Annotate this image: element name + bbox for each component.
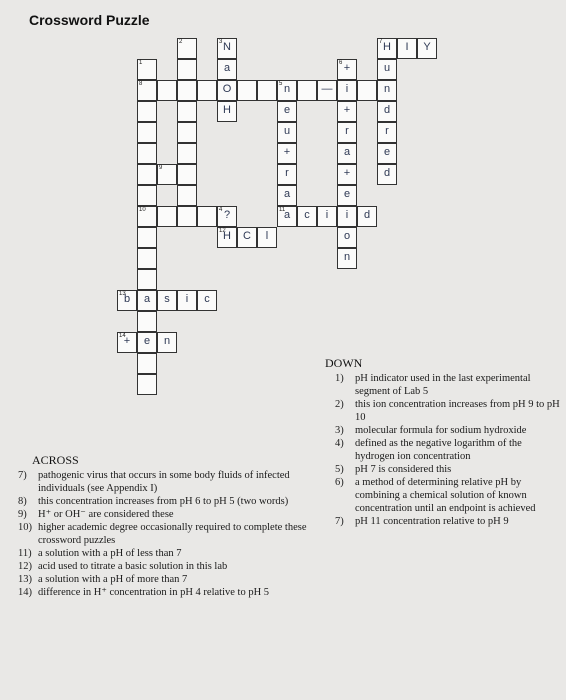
- cell-letter: u: [283, 125, 291, 137]
- cell-letter: +: [123, 335, 131, 347]
- down-clue: [335, 398, 563, 424]
- crossword-cell[interactable]: [377, 80, 397, 101]
- crossword-cell[interactable]: [217, 227, 237, 248]
- cell-letter: i: [345, 209, 349, 221]
- clue-number: 5): [335, 464, 344, 475]
- crossword-cell[interactable]: [157, 332, 177, 353]
- crossword-cell[interactable]: [277, 206, 297, 227]
- crossword-cell[interactable]: [277, 122, 297, 143]
- crossword-cell[interactable]: [217, 206, 237, 227]
- down-clue: [335, 437, 563, 463]
- clue-number: 8): [18, 496, 27, 507]
- cell-letter: +: [343, 104, 351, 116]
- crossword-cell[interactable]: [377, 101, 397, 122]
- crossword-cell[interactable]: [177, 206, 197, 227]
- crossword-cell[interactable]: [337, 143, 357, 164]
- clue-text: higher academic degree occasionally required to complete these crossword puzzles: [38, 522, 307, 546]
- crossword-cell[interactable]: [137, 332, 157, 353]
- cell-number: 11: [279, 207, 286, 213]
- crossword-cell[interactable]: [317, 80, 337, 101]
- crossword-cell[interactable]: [377, 59, 397, 80]
- clue-number: 6): [335, 477, 344, 488]
- across-clue: [18, 547, 308, 560]
- cell-letter: —: [321, 83, 333, 95]
- crossword-cell[interactable]: [137, 269, 157, 290]
- crossword-cell[interactable]: [197, 290, 217, 311]
- cell-letter: a: [143, 293, 151, 305]
- cell-letter: e: [343, 188, 351, 200]
- cell-number: 13: [119, 291, 126, 297]
- cell-number: 6: [339, 60, 343, 66]
- clue-text: a solution with a pH of less than 7: [38, 548, 182, 559]
- crossword-cell[interactable]: [337, 206, 357, 227]
- cell-letter: d: [383, 104, 391, 116]
- clue-number: 14): [18, 587, 32, 598]
- crossword-cell[interactable]: [137, 101, 157, 122]
- cell-letter: C: [243, 230, 251, 242]
- cell-letter: i: [185, 293, 189, 305]
- crossword-cell[interactable]: [137, 80, 157, 101]
- cell-letter: +: [343, 167, 351, 179]
- across-clue: [18, 586, 308, 599]
- cell-letter: b: [123, 293, 131, 305]
- crossword-cell[interactable]: [337, 185, 357, 206]
- clue-number: 13): [18, 574, 32, 585]
- crossword-cell[interactable]: [117, 332, 137, 353]
- cell-letter: o: [343, 230, 351, 242]
- clue-number: 1): [335, 373, 344, 384]
- across-clue: [18, 521, 308, 547]
- clue-number: 10): [18, 522, 32, 533]
- crossword-cell[interactable]: [337, 227, 357, 248]
- page-title: Crossword Puzzle: [29, 12, 150, 28]
- cell-letter: H: [383, 41, 391, 53]
- across-clue: [18, 495, 308, 508]
- clue-number: 9): [18, 509, 27, 520]
- clue-text: this ion concentration increases from pH 9 to pH 10: [355, 399, 560, 423]
- crossword-cell[interactable]: [257, 80, 277, 101]
- crossword-cell[interactable]: [137, 353, 157, 374]
- cell-letter: e: [143, 335, 151, 347]
- across-clue: [18, 573, 308, 586]
- down-heading: DOWN: [325, 356, 363, 370]
- cell-number: 9: [159, 165, 163, 171]
- clue-number: 11): [18, 548, 32, 559]
- crossword-cell[interactable]: [277, 143, 297, 164]
- cell-letter: n: [283, 83, 291, 95]
- crossword-cell[interactable]: [357, 206, 377, 227]
- cell-number: 14: [119, 333, 126, 339]
- crossword-cell[interactable]: [337, 101, 357, 122]
- cell-letter: ?: [223, 209, 231, 221]
- crossword-cell[interactable]: [317, 206, 337, 227]
- cell-letter: I: [405, 41, 409, 53]
- cell-letter: i: [345, 83, 349, 95]
- cell-letter: N: [223, 41, 231, 53]
- crossword-cell[interactable]: [157, 164, 177, 185]
- crossword-cell[interactable]: [337, 164, 357, 185]
- crossword-cell[interactable]: [397, 38, 417, 59]
- crossword-cell[interactable]: [237, 80, 257, 101]
- clue-text: H⁺ or OH⁻ are considered these: [38, 509, 174, 520]
- clue-text: pH indicator used in the last experimental segment of Lab 5: [355, 373, 531, 397]
- crossword-cell[interactable]: [417, 38, 437, 59]
- cell-letter: l: [265, 230, 269, 242]
- down-clue-list: [335, 372, 563, 528]
- clue-text: acid used to titrate a basic solution in this lab: [38, 561, 228, 572]
- crossword-cell[interactable]: [177, 164, 197, 185]
- cell-letter: +: [283, 146, 291, 158]
- crossword-cell[interactable]: [137, 206, 157, 227]
- cell-number: 2: [179, 39, 183, 45]
- clue-number: 7): [18, 470, 27, 481]
- crossword-cell[interactable]: [377, 143, 397, 164]
- crossword-cell[interactable]: [377, 164, 397, 185]
- down-clue: [335, 424, 563, 437]
- down-clue: [335, 463, 563, 476]
- cell-letter: a: [343, 146, 351, 158]
- clue-text: a solution with a pH of more than 7: [38, 574, 188, 585]
- cell-letter: H: [223, 104, 231, 116]
- crossword-cell[interactable]: [157, 80, 177, 101]
- crossword-cell[interactable]: [217, 101, 237, 122]
- crossword-cell[interactable]: [277, 164, 297, 185]
- crossword-cell[interactable]: [177, 185, 197, 206]
- crossword-cell[interactable]: [177, 38, 197, 59]
- cell-letter: u: [383, 62, 391, 74]
- cell-letter: d: [363, 209, 371, 221]
- crossword-cell[interactable]: [137, 122, 157, 143]
- cell-letter: n: [163, 335, 171, 347]
- down-clue: [335, 515, 563, 528]
- cell-letter: c: [204, 293, 210, 305]
- crossword-cell[interactable]: [157, 206, 177, 227]
- crossword-cell[interactable]: [357, 80, 377, 101]
- crossword-cell[interactable]: [237, 227, 257, 248]
- clue-text: pH 11 concentration relative to pH 9: [355, 516, 509, 527]
- crossword-cell[interactable]: [117, 290, 137, 311]
- across-clue: [18, 560, 308, 573]
- across-clue-list: [18, 469, 308, 599]
- clue-number: 4): [335, 438, 344, 449]
- crossword-cell[interactable]: [337, 248, 357, 269]
- crossword-cell[interactable]: [177, 80, 197, 101]
- down-clue: [335, 372, 563, 398]
- clue-number: 7): [335, 516, 344, 527]
- crossword-cell[interactable]: [137, 374, 157, 395]
- clue-number: 2): [335, 399, 344, 410]
- crossword-cell[interactable]: [217, 38, 237, 59]
- crossword-cell[interactable]: [137, 311, 157, 332]
- crossword-cell[interactable]: [257, 227, 277, 248]
- cell-letter: a: [283, 188, 291, 200]
- across-clue: [18, 508, 308, 521]
- crossword-cell[interactable]: [137, 248, 157, 269]
- crossword-cell[interactable]: [217, 80, 237, 101]
- clue-text: pathogenic virus that occurs in some body fluids of infected individuals (see Appendix I): [38, 470, 290, 494]
- cell-letter: r: [345, 125, 349, 137]
- crossword-cell[interactable]: [337, 122, 357, 143]
- cell-number: 1: [139, 60, 143, 66]
- cell-letter: c: [304, 209, 310, 221]
- crossword-cell[interactable]: [197, 80, 217, 101]
- across-heading: ACROSS: [32, 453, 79, 467]
- crossword-cell[interactable]: [277, 80, 297, 101]
- clue-text: difference in H⁺ concentration in pH 4 relative to pH 5: [38, 587, 270, 598]
- down-clue: [335, 476, 563, 515]
- crossword-cell[interactable]: [377, 38, 397, 59]
- crossword-cell[interactable]: [177, 122, 197, 143]
- cell-number: 12: [219, 228, 226, 234]
- clue-number: 3): [335, 425, 344, 436]
- crossword-cell[interactable]: [297, 80, 317, 101]
- crossword-cell[interactable]: [177, 101, 197, 122]
- cell-letter: O: [222, 83, 232, 95]
- clue-number: 12): [18, 561, 32, 572]
- crossword-cell[interactable]: [137, 143, 157, 164]
- crossword-cell[interactable]: [157, 290, 177, 311]
- crossword-cell[interactable]: [277, 101, 297, 122]
- cell-number: 8: [139, 81, 143, 87]
- cell-letter: r: [285, 167, 289, 179]
- crossword-cell[interactable]: [177, 143, 197, 164]
- crossword-cell[interactable]: [377, 122, 397, 143]
- cell-letter: Y: [423, 41, 431, 53]
- clue-text: this concentration increases from pH 6 to pH 5 (two words): [38, 496, 289, 507]
- cell-letter: r: [385, 125, 389, 137]
- cell-letter: e: [283, 104, 291, 116]
- cell-letter: a: [223, 62, 231, 74]
- crossword-cell[interactable]: [137, 185, 157, 206]
- crossword-cell[interactable]: [137, 164, 157, 185]
- crossword-cell[interactable]: [137, 227, 157, 248]
- crossword-cell[interactable]: [297, 206, 317, 227]
- crossword-cell[interactable]: [337, 80, 357, 101]
- cell-letter: n: [383, 83, 391, 95]
- cell-number: 4: [219, 207, 223, 213]
- crossword-cell[interactable]: [217, 59, 237, 80]
- crossword-cell[interactable]: [137, 59, 157, 80]
- crossword-cell[interactable]: [197, 206, 217, 227]
- crossword-cell[interactable]: [177, 59, 197, 80]
- crossword-cell[interactable]: [277, 185, 297, 206]
- cell-letter: d: [383, 167, 391, 179]
- cell-number: 7: [379, 39, 383, 45]
- clue-text: pH 7 is considered this: [355, 464, 452, 475]
- across-clue: [18, 469, 308, 495]
- cell-letter: s: [164, 293, 170, 305]
- cell-letter: e: [383, 146, 391, 158]
- cell-number: 3: [219, 39, 223, 45]
- crossword-cell[interactable]: [137, 290, 157, 311]
- clue-text: a method of determining relative pH by combining a chemical solution of known concentration until an endpoint is achieved: [355, 477, 536, 514]
- cell-letter: n: [343, 251, 351, 263]
- cell-letter: a: [283, 209, 291, 221]
- clue-text: defined as the negative logarithm of the hydrogen ion concentration: [355, 438, 522, 462]
- cell-number: 5: [279, 81, 283, 87]
- cell-letter: +: [343, 62, 351, 74]
- cell-letter: i: [325, 209, 329, 221]
- crossword-cell[interactable]: [337, 59, 357, 80]
- clue-text: molecular formula for sodium hydroxide: [355, 425, 527, 436]
- cell-number: 10: [139, 207, 146, 213]
- cell-letter: H: [223, 230, 231, 242]
- crossword-cell[interactable]: [177, 290, 197, 311]
